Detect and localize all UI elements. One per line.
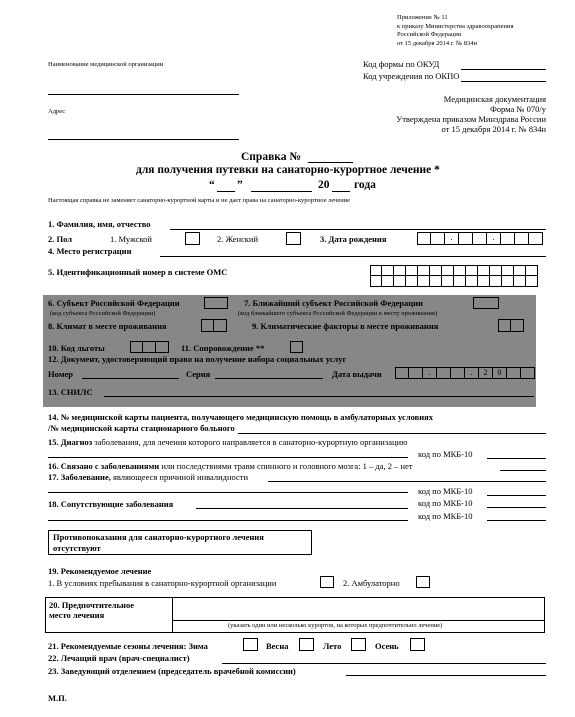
benefit-code-cells[interactable] — [130, 341, 169, 353]
season-spring-label: Весна — [266, 641, 289, 651]
doc-number-field[interactable] — [82, 378, 179, 379]
field-23-label: 23. Заведующий отделением (председатель врачебной комиссии) — [48, 666, 296, 676]
year-suffix: года — [354, 179, 376, 191]
climate-factors-cells[interactable] — [498, 319, 524, 332]
contraindications-line-1: Противопоказания для санаторно-курортного лечения — [53, 532, 264, 542]
field-4-label: 4. Место регистрации — [48, 246, 132, 256]
med-doc-line-4: от 15 декабря 2014 г. № 834н — [441, 124, 546, 134]
escort-box[interactable] — [290, 341, 303, 353]
title-certificate: Справка № — [241, 151, 301, 163]
okud-field[interactable] — [461, 69, 546, 70]
field-22-label: 22. Лечащий врач (врач-специалист) — [48, 653, 190, 663]
date-open-quote: “ — [209, 179, 215, 191]
male-label: 1. Мужской — [110, 234, 152, 244]
appendix-line-2: к приказу Министерства здравоохранения — [397, 22, 514, 30]
nearest-subject-box[interactable] — [473, 297, 499, 309]
appendix-note — [397, 14, 514, 48]
treatment-option-2-checkbox[interactable] — [416, 576, 430, 588]
field-12-label: 12. Документ, удостоверяющий право на получение набора социальных услуг — [48, 354, 347, 364]
doc-series-field[interactable] — [215, 378, 323, 379]
field-11-label: 11. Сопровождение ** — [181, 343, 265, 353]
appendix-line-4: от 15 декабря 2014 г. № 834н — [397, 39, 477, 47]
okpo-field[interactable] — [461, 81, 546, 82]
contraindications-box — [48, 530, 312, 555]
preferred-place-box — [45, 597, 545, 633]
field-3-label: 3. Дата рождения — [320, 234, 387, 244]
preferred-place-field[interactable] — [173, 620, 544, 621]
address-label: Адрес — [48, 108, 66, 115]
snils-field[interactable] — [104, 396, 534, 397]
year-prefix: 20 — [318, 179, 330, 191]
address-line[interactable] — [48, 139, 239, 140]
disclaimer: Настоящая справка не заменяет санаторно-курортной карты и не дает права на санаторно-курортное лечение — [48, 197, 351, 204]
icd-field-18b[interactable] — [487, 520, 546, 521]
field-14-label-2: /№ медицинской карты стационарного больного — [48, 423, 235, 433]
med-doc-line-3: Утверждена приказом Минздрава России — [396, 114, 546, 124]
attending-doctor-field[interactable] — [222, 663, 546, 664]
okpo-label: Код учреждения по ОКПО — [363, 71, 460, 81]
date-year-field[interactable] — [332, 191, 350, 192]
birth-date-cells[interactable]: . . — [417, 232, 543, 245]
icd-field-15[interactable] — [487, 458, 546, 459]
field-20-hint: (указать один или несколько курортов, на которых предпочтительно лечение) — [228, 622, 443, 629]
icd-label-18b: код по МКБ-10 — [418, 511, 473, 521]
field-16-answer[interactable] — [500, 470, 546, 471]
org-name-line[interactable] — [48, 94, 239, 95]
season-autumn-label: Осень — [375, 641, 399, 651]
female-label: 2. Женский — [217, 234, 259, 244]
field-10-label: 10. Код льготы — [48, 343, 105, 353]
doc-number-label: Номер — [48, 369, 73, 379]
date-close-quote: ” — [237, 179, 243, 191]
field-7-label: 7. Ближайший субъект Российской Федерации — [244, 298, 423, 308]
med-card-field[interactable] — [238, 433, 546, 434]
stamp-label: М.П. — [48, 693, 67, 703]
field-8-label: 8. Климат в месте проживания — [48, 321, 167, 331]
field-2-label: 2. Пол — [48, 234, 73, 244]
field-6-sublabel: (код субъекта Российской Федерации) — [50, 310, 156, 317]
disability-disease-field[interactable] — [268, 481, 546, 482]
med-doc-line-1: Медицинская документация — [443, 94, 546, 104]
med-doc-line-2: Форма № 070/у — [490, 104, 546, 114]
treatment-option-2-label: 2. Амбулаторно — [343, 578, 400, 588]
icd-label-17: код по МКБ-10 — [418, 486, 473, 496]
date-day-field[interactable] — [217, 191, 235, 192]
certificate-number-field[interactable] — [308, 162, 353, 163]
field-13-label: 13. СНИЛС — [48, 387, 93, 397]
issue-date-cells[interactable]: . . 2 0 — [395, 367, 535, 379]
preferred-place-divider — [172, 598, 173, 632]
department-head-field[interactable] — [346, 675, 546, 676]
full-name-field[interactable] — [170, 229, 546, 230]
field-6-label: 6. Субъект Российской Федерации — [48, 298, 180, 308]
diagnosis-field[interactable] — [48, 457, 408, 458]
comorbid-field-2[interactable] — [48, 520, 408, 521]
date-month-field[interactable] — [251, 191, 312, 192]
field-18-label: 18. Сопутствующие заболевания — [48, 499, 174, 509]
issue-date-label: Дата выдачи — [332, 369, 382, 379]
appendix-line-3: Российской Федерации — [397, 31, 462, 38]
season-spring-checkbox[interactable] — [299, 638, 314, 651]
icd-field-18a[interactable] — [487, 507, 546, 508]
season-summer-label: Лето — [323, 641, 342, 651]
field-20-label-2: место лечения — [49, 610, 105, 620]
field-1-label: 1. Фамилия, имя, отчество — [48, 219, 151, 229]
climate-cells[interactable] — [201, 319, 227, 332]
field-16-label: 16. Связано с заболеваниями или последствиями травм спинного и головного мозга: 1 – да, 2 – нет — [48, 461, 413, 471]
male-checkbox[interactable] — [185, 232, 200, 245]
field-17-label: 17. Заболевание, являющееся причиной инвалидности — [48, 472, 249, 482]
treatment-option-1-checkbox[interactable] — [320, 576, 334, 588]
season-autumn-checkbox[interactable] — [410, 638, 425, 651]
registration-field[interactable] — [160, 256, 546, 257]
med-doc-note — [350, 94, 546, 134]
appendix-line-1: Приложение № 11 — [397, 14, 448, 21]
subject-code-box[interactable] — [204, 297, 228, 309]
org-name-label: Наименование медицинской организации — [48, 61, 164, 68]
title-purpose: для получения путевки на санаторно-курортное лечение * — [136, 164, 440, 176]
doc-series-label: Серия — [186, 369, 211, 379]
field-9-label: 9. Климатические факторы в месте проживания — [252, 321, 439, 331]
season-summer-checkbox[interactable] — [351, 638, 366, 651]
icd-label-18a: код по МКБ-10 — [418, 498, 473, 508]
field-21-label: 21. Рекомендуемые сезоны лечения: Зима — [48, 641, 208, 651]
female-checkbox[interactable] — [286, 232, 301, 245]
disability-disease-field-2[interactable] — [48, 492, 408, 493]
icd-field-17[interactable] — [487, 495, 546, 496]
field-5-label: 5. Идентификационный номер в системе ОМС — [48, 267, 228, 277]
treatment-option-1-label: 1. В условиях пребывания в санаторно-курортной организации — [48, 578, 277, 588]
field-19-label: 19. Рекомендуемое лечение — [48, 566, 152, 576]
field-14-label-1: 14. № медицинской карты пациента, получающего медицинскую помощь в амбулаторных условиях — [48, 412, 433, 422]
field-20-label-1: 20. Предпочтительное — [49, 600, 134, 610]
season-winter-checkbox[interactable] — [243, 638, 258, 651]
field-7-sublabel: (код ближайшего субъекта Российской Федерации к месту проживания) — [238, 310, 438, 317]
comorbid-field-1[interactable] — [196, 508, 408, 509]
icd-label-15: код по МКБ-10 — [418, 449, 473, 459]
contraindications-line-2: отсутствуют — [53, 543, 101, 553]
okud-label: Код формы по ОКУД — [363, 59, 440, 69]
field-15-label: 15. Диагноз заболевания, для лечения которого направляется в санаторно-курортную организацию — [48, 437, 408, 447]
